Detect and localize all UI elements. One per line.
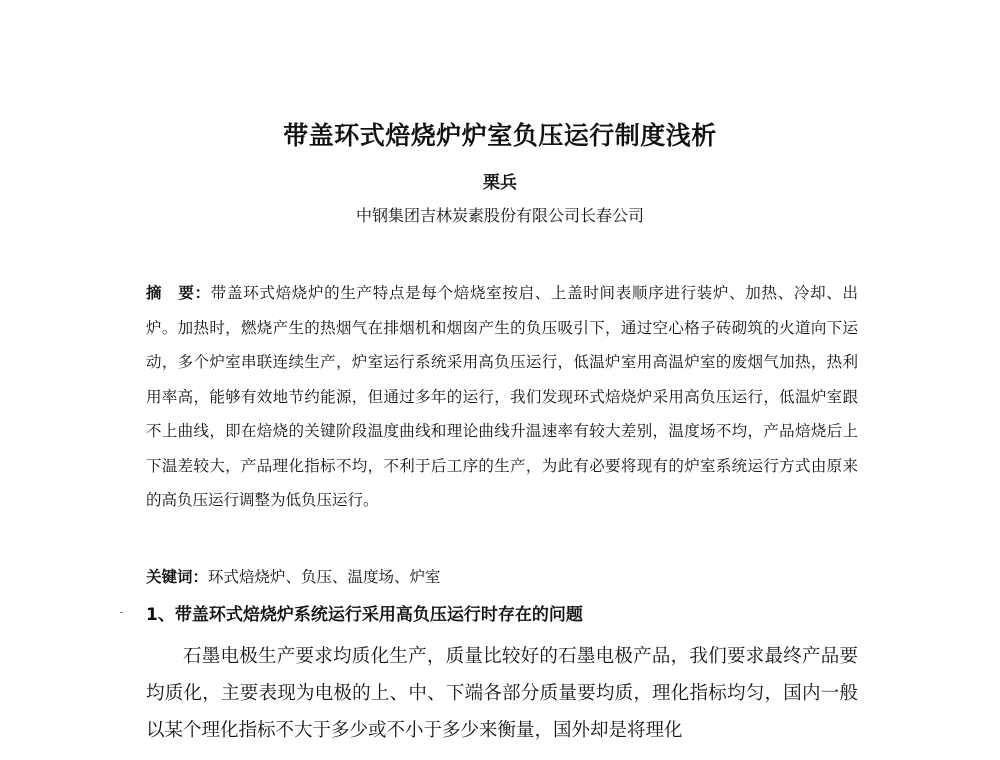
- margin-mark: [120, 612, 123, 613]
- keywords-label: 关键词：: [146, 568, 209, 586]
- abstract-label: 摘 要：: [146, 284, 211, 302]
- keywords-text: 环式焙烧炉、负压、温度场、炉室: [208, 568, 441, 586]
- abstract-text: 带盖环式焙烧炉的生产特点是每个焙烧室按启、上盖时间表顺序进行装炉、加热、冷却、出炉。加热时，燃烧产生的热烟气在排烟机和烟囱产生的负压吸引下，通过空心格子砖砌筑的火道向下运动，多个炉室串联连续生产，炉室运行系统采用高负压运行，低温炉室用高温炉室的废烟气加热，热利用率高，能够有效地节约能源，但通过多年的运行，我们发现环式焙烧炉采用高负压运行，低温炉室跟不上曲线，即在焙烧的关键阶段温度曲线和理论曲线升温速率有较大差别，温度场不均，产品焙烧后上下温差较大，产品理化指标不均，不利于后工序的生产，为此有必要将现有的炉室系统运行方式由原来的高负压运行调整为低负压运行。: [146, 284, 858, 509]
- section-heading: 1、带盖环式焙烧炉系统运行采用高负压运行时存在的问题: [146, 605, 583, 625]
- body-paragraph: 石墨电极生产要求均质化生产，质量比较好的石墨电极产品，我们要求最终产品要均质化，主要表现为电极的上、中、下端各部分质量要均质，理化指标均匀，国内一般以某个理化指标不大于多少或不小于多少来衡量，国外却是将理化: [146, 646, 858, 741]
- keywords-line: [146, 563, 858, 591]
- paper-title: 带盖环式焙烧炉炉室负压运行制度浅析: [283, 121, 717, 150]
- author-affiliation: 中钢集团吉林炭素股份有限公司长春公司: [355, 206, 644, 225]
- abstract-paragraph: [146, 276, 858, 518]
- author-name: 栗兵: [483, 173, 517, 193]
